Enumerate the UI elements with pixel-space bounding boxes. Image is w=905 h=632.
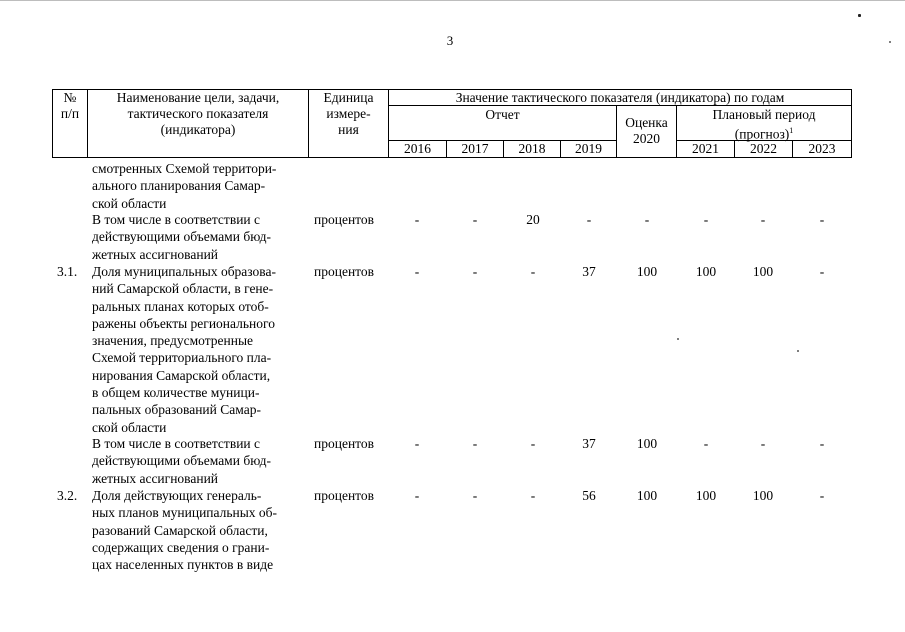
row-unit: процентов	[314, 212, 375, 227]
row-value-2021: -	[703, 212, 709, 227]
row-value-2017: -	[472, 264, 478, 279]
header-plan-label: Плановый период (прогноз)	[712, 107, 816, 142]
row-value-2020: 100	[636, 264, 658, 279]
row-value-2016: -	[414, 436, 420, 451]
row-name: Доля муниципальных образова- ний Самарской области, в гене- ральных планах которых отоб- ражены объекты регионального значения, предусмотренные Схемой территориального пла- нирования Самарской области, в общем количестве муници- пальных образований Самар- ской области	[92, 264, 276, 435]
row-value-2022: -	[760, 436, 766, 451]
header-unit: Единица измере- ния	[323, 90, 374, 137]
header-year-2023: 2023	[808, 141, 836, 156]
row-value-2019: 37	[582, 436, 596, 451]
row-value-2021: -	[703, 436, 709, 451]
row-value-2018: -	[530, 436, 536, 451]
row-value-2016: -	[414, 264, 420, 279]
row-value-2020: 100	[636, 436, 658, 451]
row-unit: процентов	[314, 488, 375, 503]
row-value-2018: -	[530, 488, 536, 503]
row-name: В том числе в соответствии с действующими объемами бюд- жетных ассигнований	[92, 436, 271, 486]
header-estimate: Оценка 2020	[625, 115, 668, 146]
header-year-2017: 2017	[461, 141, 489, 156]
row-value-2022: -	[760, 212, 766, 227]
header-year-2022: 2022	[750, 141, 777, 156]
row-value-2017: -	[472, 488, 478, 503]
row-value-2020: 100	[636, 488, 658, 503]
row-value-2018: -	[530, 264, 536, 279]
row-value-2023: -	[819, 436, 825, 451]
row-value-2020: -	[644, 212, 650, 227]
row-value-2023: -	[819, 212, 825, 227]
row-value-2021: 100	[695, 488, 717, 503]
row-unit: процентов	[314, 264, 375, 279]
header-plan	[677, 107, 851, 143]
row-name: Доля действующих генераль- ных планов муниципальных об- разований Самарской области, содержащих сведения о грани- цах населенных пунктов в виде	[92, 488, 278, 573]
header-report: Отчет	[485, 107, 520, 122]
row-value-2023: -	[819, 264, 825, 279]
page-number: 3	[446, 33, 454, 48]
row-value-2017: -	[472, 436, 478, 451]
row-value-2019: -	[586, 212, 592, 227]
row-number: 3.2.	[57, 488, 78, 503]
row-value-2022: 100	[752, 264, 774, 279]
continuation-text: смотренных Схемой территори- ального планирования Самар- ской области	[92, 161, 277, 211]
header-year-2021: 2021	[692, 141, 719, 156]
row-value-2022: 100	[752, 488, 774, 503]
row-value-2019: 56	[582, 488, 596, 503]
header-name: Наименование цели, задачи, тактического показателя (индикатора)	[116, 90, 280, 137]
header-year-2016: 2016	[404, 141, 431, 156]
row-value-2023: -	[819, 488, 825, 503]
header-plan-footnote: 1	[789, 126, 794, 135]
row-value-2017: -	[472, 212, 478, 227]
header-values-title: Значение тактического показателя (индикатора) по годам	[455, 90, 785, 105]
row-value-2018: 20	[526, 212, 540, 227]
row-number: 3.1.	[57, 264, 78, 279]
header-no: № п/п	[60, 90, 80, 121]
header-bottom-border	[52, 157, 852, 158]
header-year-2018: 2018	[518, 141, 546, 156]
row-value-2016: -	[414, 212, 420, 227]
col-border	[851, 89, 852, 158]
header-year-2019: 2019	[575, 141, 602, 156]
row-name: В том числе в соответствии с действующими объемами бюд- жетных ассигнований	[92, 212, 271, 262]
row-unit: процентов	[314, 436, 375, 451]
row-value-2019: 37	[582, 264, 596, 279]
row-value-2016: -	[414, 488, 420, 503]
row-value-2021: 100	[695, 264, 717, 279]
